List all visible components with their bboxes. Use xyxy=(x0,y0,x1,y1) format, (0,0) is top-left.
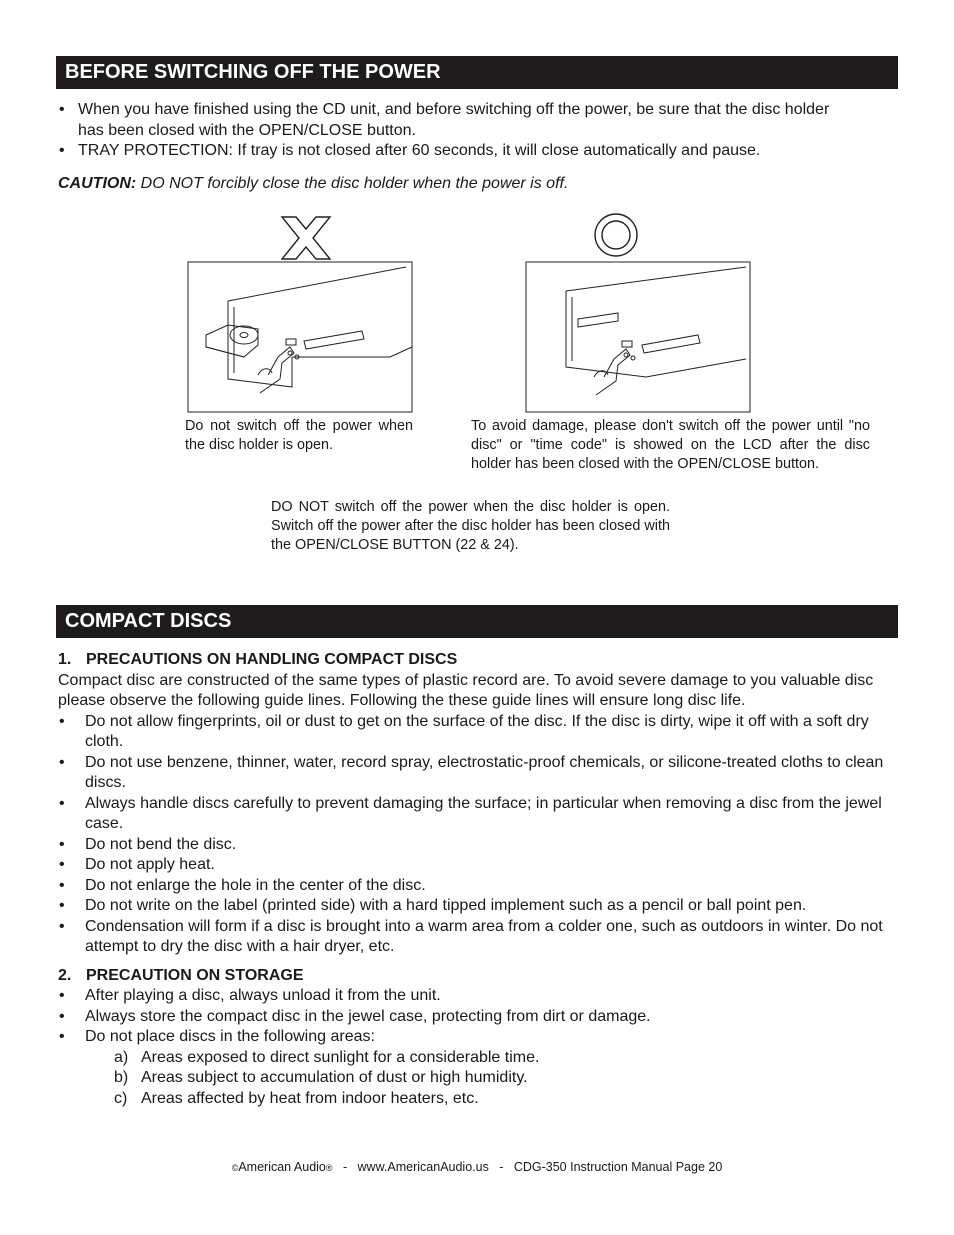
item-marker: b) xyxy=(114,1069,129,1086)
section-heading-compact-discs: COMPACT DISCS xyxy=(56,605,898,638)
subheading-number: 2. xyxy=(58,966,72,984)
storage-bullet-list xyxy=(58,986,900,1048)
power-bullet-list xyxy=(59,100,859,162)
caution-note xyxy=(58,175,568,193)
item-text: Areas subject to accumulation of dust or high humidity. xyxy=(141,1069,528,1086)
copyright-symbol: © xyxy=(231,1163,239,1173)
x-mark-icon xyxy=(282,217,330,259)
left-panel-image xyxy=(188,262,412,412)
list-item: • When you have finished using the CD unit, and before switching off the power, be sure that the disc holder has been closed with the OPEN/CLOSE button. xyxy=(59,100,859,141)
list-item: • Do not write on the label (printed side) with a hard tipped implement such as a pencil or ball point pen. xyxy=(58,896,900,917)
list-item: • Do not use benzene, thinner, water, record spray, electrostatic-proof chemicals, or silicone-treated cloths to clean discs. xyxy=(58,753,900,794)
compact-discs-body xyxy=(58,650,900,1109)
list-item: • Do not allow fingerprints, oil or dust to get on the surface of the disc. If the disc is dirty, wipe it off with a soft dry cloth. xyxy=(58,712,900,753)
list-item: • Condensation will form if a disc is brought into a warm area from a colder one, such as outdoors in winter. Do not attempt to dry the disc with a hair dryer, etc. xyxy=(58,917,900,958)
subheading-title: PRECAUTIONS ON HANDLING COMPACT DISCS xyxy=(86,651,458,668)
list-item: • Always store the compact disc in the jewel case, protecting from dirt or damage. xyxy=(58,1007,900,1028)
disc-holder-illustration xyxy=(186,207,752,417)
caution-label: CAUTION: xyxy=(58,175,137,192)
handling-bullet-list xyxy=(58,712,900,958)
list-item: • Do not place discs in the following areas: xyxy=(58,1027,900,1048)
subheading-title: PRECAUTION ON STORAGE xyxy=(86,966,304,984)
list-item xyxy=(58,1089,900,1110)
list-item: • Do not bend the disc. xyxy=(58,835,900,856)
list-item xyxy=(58,1068,900,1089)
item-text: Areas affected by heat from indoor heaters, etc. xyxy=(141,1089,479,1107)
footer-text: - www.AmericanAudio.us - CDG-350 Instruction Manual Page 20 xyxy=(332,1160,723,1174)
list-item: • Do not enlarge the hole in the center of the disc. xyxy=(58,876,900,897)
list-item xyxy=(58,1048,900,1069)
storage-area-list xyxy=(58,1048,900,1110)
section-heading-power: BEFORE SWITCHING OFF THE POWER xyxy=(56,56,898,89)
registered-symbol: ® xyxy=(325,1163,333,1173)
footer-brand: American Audio xyxy=(238,1160,326,1174)
caution-text: DO NOT forcibly close the disc holder when the power is off. xyxy=(136,175,569,192)
subheading-handling xyxy=(58,650,900,671)
right-panel-image xyxy=(526,262,750,412)
list-item: • Do not apply heat. xyxy=(58,855,900,876)
item-text: Areas exposed to direct sunlight for a considerable time. xyxy=(141,1048,540,1066)
o-mark-icon xyxy=(595,214,637,256)
subheading-storage xyxy=(58,966,900,987)
item-marker: c) xyxy=(114,1089,128,1107)
handling-intro: Compact disc are constructed of the same types of plastic record are. To avoid severe damage to you valuable disc please observe the following guide lines. Following the these guide lines will ensure long disc life. xyxy=(58,671,874,709)
list-item: • After playing a disc, always unload it from the unit. xyxy=(58,986,900,1007)
left-figure-caption: Do not switch off the power when the disc holder is open. xyxy=(185,418,413,453)
bottom-figure-caption: DO NOT switch off the power when the disc holder is open. Switch off the power after the disc holder has been closed with the OPEN/CLOSE BUTTON (22 & 24). xyxy=(271,499,670,553)
subheading-number: 1. xyxy=(58,651,72,668)
item-marker: a) xyxy=(114,1048,129,1066)
list-item: • TRAY PROTECTION: If tray is not closed after 60 seconds, it will close automatically and pause. xyxy=(59,141,859,162)
list-item: • Always handle discs carefully to prevent damaging the surface; in particular when removing a disc from the jewel case. xyxy=(58,794,900,835)
right-figure-caption: To avoid damage, please don't switch off the power until "no disc" or "time code" is showed on the LCD after the disc holder has been closed with the OPEN/CLOSE button. xyxy=(471,418,870,472)
page-footer xyxy=(0,1160,954,1174)
